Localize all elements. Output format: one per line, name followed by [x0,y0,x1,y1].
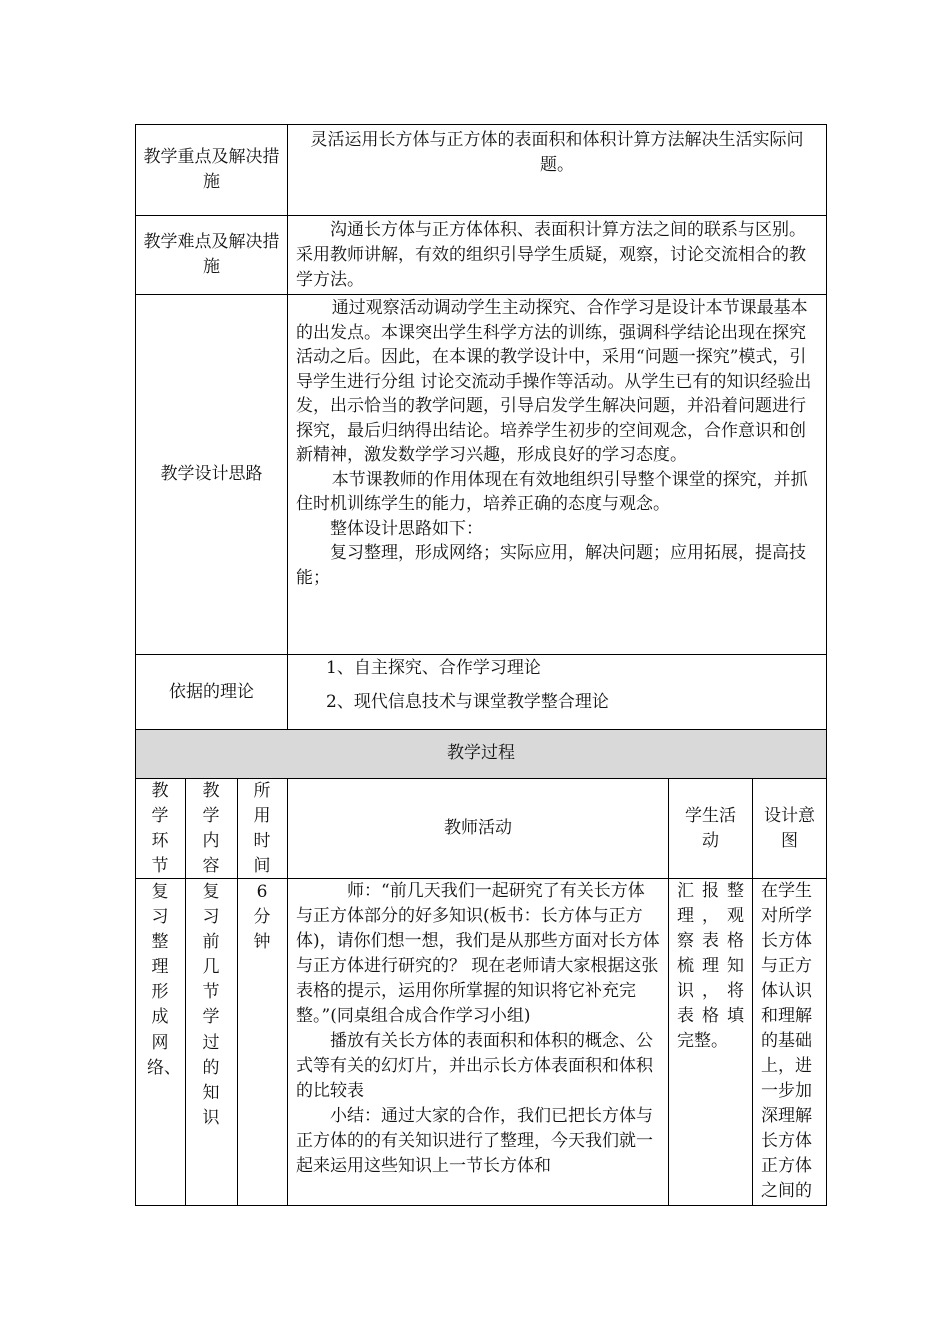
header-time: 所用时间 [253,781,271,877]
key-points-content: 灵活运用长方体与正方体的表面积和体积计算方法解决生活实际问题。 [310,130,804,175]
teacher-activity-paragraph: 播放有关长方体的表面积和体积的概念、公式等有关的幻灯片，并出示长方体表面积和体积的比较表 [296,1031,653,1101]
design-label-cell [136,295,287,654]
header-stage: 教学环节 [151,781,169,877]
key-points-content-cell [288,128,826,214]
design-content-cell [288,296,826,652]
process-title: 教学过程 [447,743,515,763]
design-paragraph: 通过观察活动调动学生主动探究、合作学习是设计本节课最基本的出发点。本课突出学生科学方法的训练，强调科学结论出现在探究活动之后。因此，在本课的教学设计中，采用“问题一探究”模式，引导学生进行分组 讨论交流动手操作等活动。从学生已有的知识经验出发，出示恰当的教学问题，引导启发学生解决问题，并沿着问题进行探究，最后归纳得出结论。培养学生初步的空间观念，合作意识和创新精神，激发数学学习兴趣，形成良好的学习态度。 [296,298,812,465]
design-label: 教学设计思路 [160,464,263,484]
student-activity-cell [669,879,752,1205]
header-teacher-cell [288,779,668,878]
theory-content-cell [288,655,826,729]
theory-item: 2、现代信息技术与课堂教学整合理论 [326,692,609,712]
difficulties-label: 教学难点及解决措施 [143,232,280,277]
row-stage: 复习整理 形成网络、 [147,882,186,1078]
design-paragraph: 整体设计思路如下： [330,518,483,539]
teacher-activity-paragraph: 小结：通过大家的合作，我们已把长方体与正方体的的有关知识进行了整理，今天我们就一起来运用这些知识上一节长方体和 [296,1106,653,1176]
student-activity: 汇报整理，观察表格梳理知识，将表格填完整。 [677,881,744,1051]
difficulties-content: 沟通长方体与正方体体积、表面积计算方法之间的联系与区别。采用教师讲解，有效的组织引导学生质疑，观察，讨论交流相合的教学方法。 [296,220,806,290]
difficulties-label-cell [136,216,287,294]
header-student-cell [669,779,752,878]
header-intent: 设计意图 [764,805,815,851]
column-divider [237,778,238,1206]
theory-label: 依据的理论 [169,681,254,702]
column-divider [185,778,186,1206]
header-teacher: 教师活动 [444,818,512,838]
row-time: 6分钟 [253,882,271,953]
teacher-activity-paragraph: 师：“前几天我们一起研究了有关长方体与正方体部分的好多知识(板书：长方体与正方体)，请你们想一想，我们是从那些方面对长方体与正方体进行研究的？ 现在老师请大家根据这张表格的提示，运用你所掌握的知识将它补充完整。”(同桌组合成合作学习小组) [296,881,660,1026]
teacher-activity-cell [288,879,668,1205]
theory-item: 1、自主探究、合作学习理论 [326,658,541,678]
key-points-label-cell [136,125,287,215]
key-points-label: 教学重点及解决措施 [143,147,280,192]
process-title-cell [136,729,826,778]
design-intent: 在学生对所学长方体与正方体认识和理解的基础上，进一步加深理解长方体正方体之间的 [761,881,812,1201]
design-paragraph: 复习整理，形成网络；实际应用，解决问题；应用拓展，提高技能； [296,543,806,588]
difficulties-content-cell [288,218,826,294]
header-intent-cell [753,779,826,878]
header-student: 学生活动 [685,805,736,851]
theory-label-cell [136,655,287,729]
row-content: 复习前几节学过的知识 [202,882,220,1128]
header-content: 教学内容 [202,781,220,877]
design-intent-cell [753,879,826,1205]
design-paragraph: 本节课教师的作用体现在有效地组织引导整个课堂的探究，并抓住时机训练学生的能力，培养正确的态度与观念。 [296,469,808,514]
